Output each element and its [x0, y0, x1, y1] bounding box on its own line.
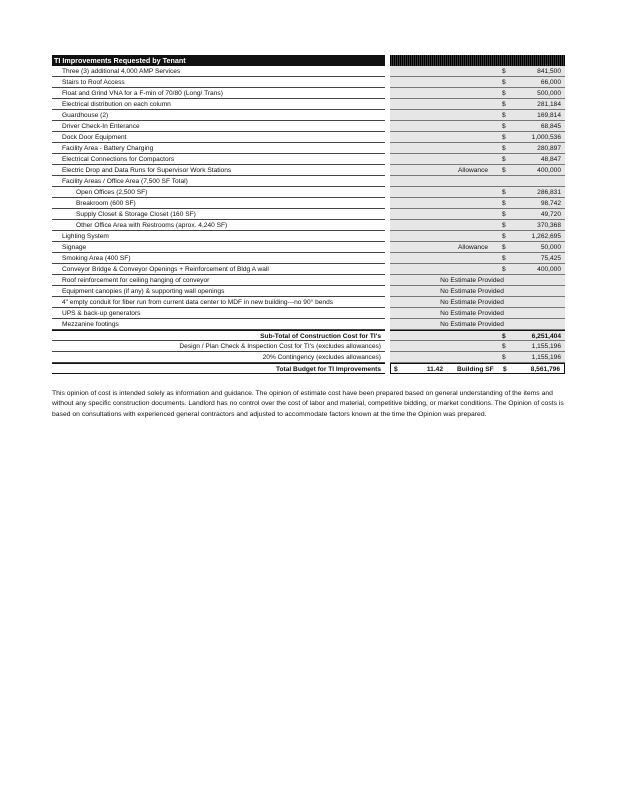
subtotal-dollar: $: [502, 333, 506, 340]
total-dollar: $: [503, 366, 507, 373]
row-value: [390, 242, 565, 253]
row-amount: 1,000,536: [531, 134, 561, 141]
table-row: [52, 198, 565, 209]
row-dollar: $: [502, 233, 506, 240]
row-label: Three (3) additional 4,000 AMP Services: [52, 66, 385, 77]
row-value: [390, 297, 565, 308]
contingency-dollar: $: [502, 354, 506, 361]
row-amount: 286,831: [537, 189, 561, 196]
row-dollar: $: [502, 90, 506, 97]
row-amount: 49,720: [540, 211, 561, 218]
table-row: [52, 242, 565, 253]
design-dollar: $: [502, 343, 506, 350]
row-value: [390, 99, 565, 110]
row-value: [390, 286, 565, 297]
row-dollar: $: [502, 200, 506, 207]
table-row: [52, 253, 565, 264]
row-label: Electrical distribution on each column: [52, 99, 385, 110]
design-row: [52, 341, 565, 352]
subtotal-value: [390, 330, 565, 341]
contingency-row: [52, 352, 565, 363]
table-row: [52, 297, 565, 308]
row-label: UPS & back-up generators: [52, 308, 385, 319]
total-label: Total Budget for TI Improvements: [52, 363, 385, 374]
row-value: [390, 110, 565, 121]
row-label: Electrical Connections for Compactors: [52, 154, 385, 165]
row-dollar: $: [502, 123, 506, 130]
table-row: [52, 132, 565, 143]
disclaimer-text: This opinion of cost is intended solely as information and guidance. The opinion of estimate cost have been prepared based on general understanding of the items and without any specific construction documents. Landlord has no control over the cost of labor and material, competitive bidding, or market conditions. The Opinion of costs is based on consultations with experienced general contractors and adjusted to accommodate factors known at the time the Opinion was prepared.: [52, 390, 564, 418]
table-row: [52, 187, 565, 198]
row-amount: 98,742: [540, 200, 561, 207]
row-no-estimate: No Estimate Provided: [440, 277, 504, 284]
row-amount: 169,814: [537, 112, 561, 119]
row-label: Breakroom (600 SF): [52, 198, 385, 209]
subtotal-label: Sub-Total of Construction Cost for TI's: [52, 330, 385, 341]
table-header-title: TI Improvements Requested by Tenant: [52, 55, 385, 66]
row-dollar: $: [502, 244, 506, 251]
table-row: [52, 121, 565, 132]
row-value: [390, 143, 565, 154]
row-amount: 841,500: [537, 68, 561, 75]
row-value: [390, 187, 565, 198]
total-value: [390, 363, 565, 374]
contingency-amount: 1,155,196: [531, 354, 561, 361]
row-dollar: $: [502, 266, 506, 273]
design-amount: 1,155,196: [531, 343, 561, 350]
row-amount: 50,000: [540, 244, 561, 251]
row-amount: 280,897: [537, 145, 561, 152]
row-label: Guardhouse (2): [52, 110, 385, 121]
row-value: [390, 319, 565, 330]
row-label: 4" empty conduit for fiber run from current data center to MDF in new building---no 90° bends: [52, 297, 385, 308]
row-label: Other Office Area with Restrooms (aprox. 4,240 SF): [52, 220, 385, 231]
row-dollar: $: [502, 134, 506, 141]
row-label: Supply Closet & Storage Closet (160 SF): [52, 209, 385, 220]
row-amount: 400,000: [537, 167, 561, 174]
row-amount: 281,184: [537, 101, 561, 108]
row-label: Roof reinforcement for ceiling hanging of conveyor: [52, 275, 385, 286]
total-sf-label: Building SF: [457, 366, 494, 373]
row-label: Stairs to Roof Access: [52, 77, 385, 88]
table-row: [52, 264, 565, 275]
table-row: [52, 231, 565, 242]
design-label: Design / Plan Check & Inspection Cost for TI's (excludes allowances): [52, 341, 385, 352]
table-row: [52, 176, 565, 187]
row-label: Smoking Area (400 SF): [52, 253, 385, 264]
table-row: [52, 88, 565, 99]
table-row: [52, 77, 565, 88]
row-no-estimate: No Estimate Provided: [440, 288, 504, 295]
row-label: Electric Drop and Data Runs for Supervisor Work Stations: [52, 165, 385, 176]
table-body: [52, 66, 565, 330]
row-label: Open Offices (2,500 SF): [52, 187, 385, 198]
table-row: [52, 154, 565, 165]
row-label: Facility Areas / Office Area (7,500 SF Total): [52, 176, 385, 187]
row-amount: 1,262,695: [531, 233, 561, 240]
row-value: [390, 121, 565, 132]
row-label: Mezzanine footings: [52, 319, 385, 330]
table-row: [52, 275, 565, 286]
total-row: [52, 363, 565, 374]
row-dollar: $: [502, 101, 506, 108]
row-amount: 75,425: [540, 255, 561, 262]
contingency-value: [390, 352, 565, 363]
row-value: [390, 264, 565, 275]
total-persf: 11.42: [426, 366, 443, 373]
row-label: Equipment canopies (if any) & supporting wall openings: [52, 286, 385, 297]
row-label: Facility Area - Battery Charging: [52, 143, 385, 154]
row-value: [390, 231, 565, 242]
row-value: [390, 88, 565, 99]
row-value: [390, 308, 565, 319]
row-label: Conveyor Bridge & Conveyor Openings + Reinforcement of Bldg A wall: [52, 264, 385, 275]
row-amount: 48,847: [540, 156, 561, 163]
row-value: [390, 275, 565, 286]
row-dollar: $: [502, 167, 506, 174]
row-note: Allowance: [458, 244, 489, 251]
table-row: [52, 165, 565, 176]
table-row: [52, 99, 565, 110]
row-amount: 370,368: [537, 222, 561, 229]
subtotal-amount: 6,251,404: [531, 333, 561, 340]
row-dollar: $: [502, 189, 506, 196]
row-no-estimate: No Estimate Provided: [440, 299, 504, 306]
row-amount: 66,000: [540, 79, 561, 86]
table-row: [52, 286, 565, 297]
row-no-estimate: No Estimate Provided: [440, 310, 504, 317]
table-row: [52, 66, 565, 77]
row-dollar: $: [502, 255, 506, 262]
row-value: [390, 165, 565, 176]
design-value: [390, 341, 565, 352]
table-row: [52, 319, 565, 330]
row-value: [390, 176, 565, 187]
row-value: [390, 209, 565, 220]
subtotal-row: [52, 330, 565, 341]
row-amount: 400,000: [537, 266, 561, 273]
total-amount: 8,561,796: [530, 366, 560, 373]
row-label: Float and Grind VNA for a F-min of 70/80 (Long/ Trans): [52, 88, 385, 99]
row-label: Dock Door Equipment: [52, 132, 385, 143]
row-value: [390, 66, 565, 77]
table-row: [52, 143, 565, 154]
row-label: Lighting System: [52, 231, 385, 242]
table-row: [52, 220, 565, 231]
row-value: [390, 132, 565, 143]
row-dollar: $: [502, 156, 506, 163]
row-value: [390, 220, 565, 231]
row-dollar: $: [502, 145, 506, 152]
table-row: [52, 308, 565, 319]
row-dollar: $: [502, 79, 506, 86]
row-no-estimate: No Estimate Provided: [440, 321, 504, 328]
row-value: [390, 198, 565, 209]
row-label: Signage: [52, 242, 385, 253]
ti-cost-table: [52, 55, 565, 374]
total-persf-dollar: $: [394, 366, 398, 373]
contingency-label: 20% Contingency (excludes allowances): [52, 352, 385, 363]
row-dollar: $: [502, 222, 506, 229]
row-amount: 68,845: [540, 123, 561, 130]
row-dollar: $: [502, 68, 506, 75]
row-value: [390, 154, 565, 165]
table-row: [52, 209, 565, 220]
table-row: [52, 110, 565, 121]
row-note: Allowance: [458, 167, 489, 174]
row-label: Driver Check-In Enterance: [52, 121, 385, 132]
table-header-shade: [390, 55, 565, 66]
row-dollar: $: [502, 211, 506, 218]
row-amount: 500,000: [537, 90, 561, 97]
table-header-row: [52, 55, 565, 66]
row-value: [390, 77, 565, 88]
row-value: [390, 253, 565, 264]
row-dollar: $: [502, 112, 506, 119]
